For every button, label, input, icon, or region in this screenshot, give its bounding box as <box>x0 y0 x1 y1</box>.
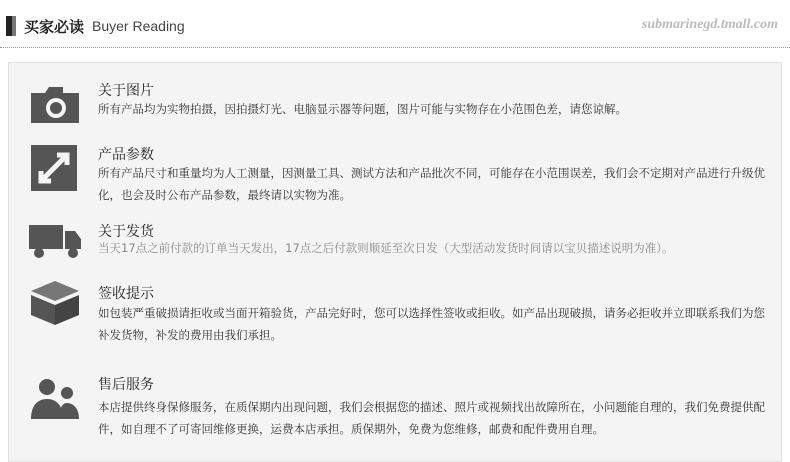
section-title: 关于发货 <box>98 224 154 240</box>
open-box-icon <box>27 277 83 327</box>
camera-icon <box>27 79 83 129</box>
section-body: 当天17点之前付款的订单当天发出，17点之后付款则顺延至次日发（大型活动发货时间请以宝贝描述说明为准）。 <box>98 241 674 255</box>
buyer-reading-panel <box>8 62 782 462</box>
section-body: 如包装严重破损请拒收或当面开箱验货，产品完好时，您可以选择性签收或拒收。如产品出现破损，请务必拒收并立即联系我们为您补发货物，补发的费用由我们承担。 <box>98 306 765 342</box>
section-title: 签收提示 <box>98 286 154 302</box>
truck-icon <box>27 215 83 265</box>
resize-arrows-icon <box>27 143 83 193</box>
section-body: 本店提供终身保修服务，在质保期内出现问题，我们会根据您的描述、照片或视频找出故障所在，小问题能自理的，我们免费提供配件，如自理不了可寄回维修更换，运费本店承担。质保期外，免费为您维修，邮费和配件费用自理。 <box>98 400 765 436</box>
section-body: 所有产品尺寸和重量均为人工测量，因测量工具、测试方法和产品批次不同，可能存在小范围误差，我们会不定期对产品进行升级优化，也会及时公布产品参数，最终请以实物为准。 <box>98 166 765 202</box>
header-title-en: Buyer Reading <box>92 18 185 34</box>
section-header <box>6 14 185 38</box>
section-body: 所有产品均为实物拍摄，因拍摄灯光、电脑显示器等问题，图片可能与实物存在小范围色差，请您谅解。 <box>98 102 627 116</box>
header-title-cn: 买家必读 <box>24 17 85 36</box>
users-icon <box>27 375 83 425</box>
section-title: 产品参数 <box>98 147 154 163</box>
section-title: 关于图片 <box>98 83 154 99</box>
divider <box>0 47 790 48</box>
shop-url-watermark: submarinegd.tmall.com <box>641 17 778 32</box>
section-title: 售后服务 <box>98 377 154 393</box>
header-bar-icon <box>6 16 16 36</box>
